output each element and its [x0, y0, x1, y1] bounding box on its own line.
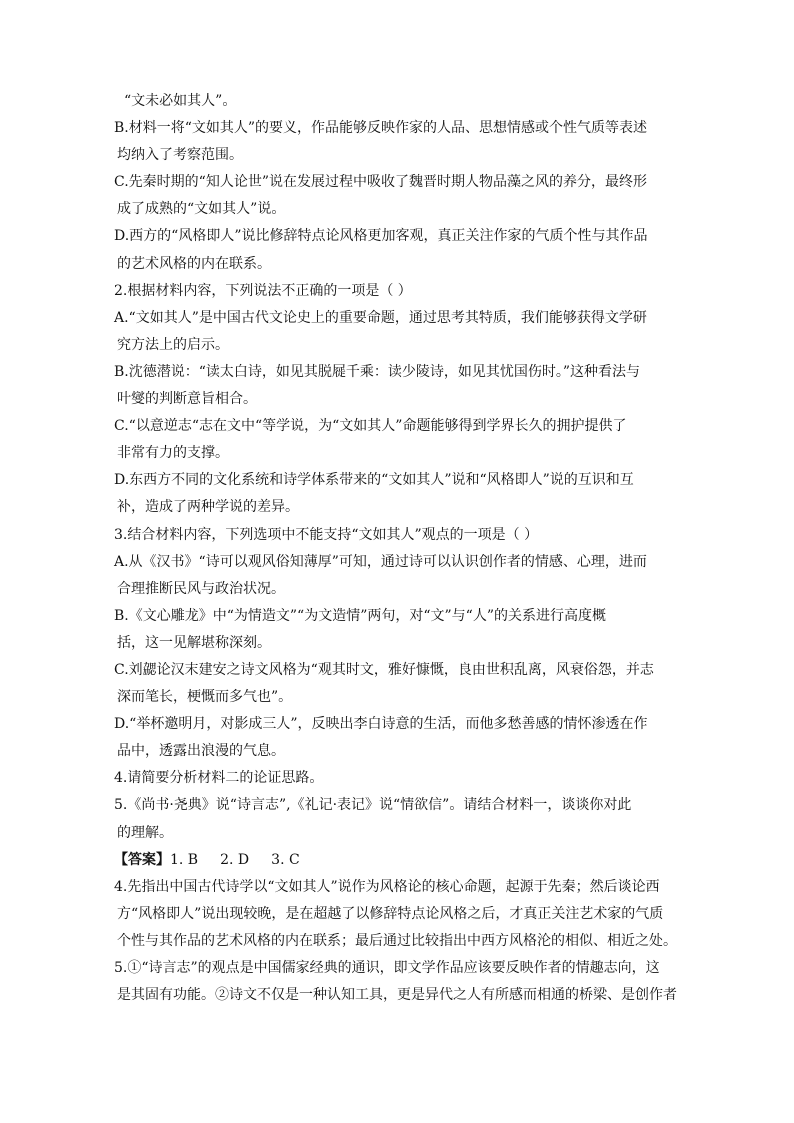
- answer-text-line: 方“风格即人”说出现较晚，是在超越了以修辞特点论风格之后，才真正关注艺术家的气质: [117, 905, 664, 922]
- text-line: “文未必如其人”。: [124, 93, 237, 109]
- option-line: D.西方的“风格即人”说比修辞特点论风格更加客观，真正关注作家的气质个性与其作品: [114, 228, 648, 245]
- text-line: 的艺术风格的内在联系。: [117, 255, 271, 272]
- option-line: C.先秦时期的“知人论世”说在发展过程中吸收了魏晋时期人物品藻之风的养分，最终形: [114, 174, 647, 191]
- option-line: C.“以意逆志“志在文中“等学说，为“文如其人”命题能够得到学界长久的拥护提供了: [114, 418, 627, 435]
- option-line: D.东西方不同的文化系统和诗学体系带来的“文如其人”说和“风格即人”说的互识和互: [114, 472, 634, 489]
- option-line: A.“文如其人”是中国古代文论史上的重要命题，通过思考其特质，我们能够获得文学研: [114, 309, 647, 326]
- text-line: 非常有力的支撑。: [117, 445, 229, 462]
- answer-item: 3. C: [271, 851, 300, 868]
- answer-line: [114, 847, 692, 874]
- text-line: 叶燮的判断意旨相合。: [117, 391, 257, 408]
- answer-text-line: 是其固有功能。②诗文不仅是一种认知工具，更是异代之人有所感而相通的桥梁、是创作者: [117, 987, 677, 1004]
- question-line: 4.请简要分析材料二的论证思路。: [114, 770, 324, 787]
- answer-item: 2. D: [220, 851, 250, 868]
- text-line: 补，造成了两种学说的差异。: [117, 499, 299, 516]
- answer-item: 1. B: [170, 851, 199, 868]
- option-line: A.从《汉书》“诗可以观风俗知薄厚”可知，通过诗可以认识创作者的情感、心理，进而: [114, 553, 647, 570]
- answer-text-line: 个性与其作品的艺术风格的内在联系；最后通过比较指出中西方风格沦的相似、相近之处。: [117, 932, 677, 949]
- text-line: 成了成熟的“文如其人”说。: [117, 201, 286, 218]
- question-line: 5.《尚书·尧典》说“诗言志”,《礼记·表记》说“情欲信”。请结合材料一，谈谈你对此: [114, 797, 632, 814]
- text-line: 括，这一见解堪称深刻。: [117, 634, 271, 651]
- text-line: 品中，透露出浪漫的气息。: [117, 743, 285, 760]
- option-line: C.刘勰论汉末建安之诗文风格为“观其时文，雅好慷慨，良由世积乱离，风衰俗怨，并志: [114, 661, 654, 678]
- answer-label: 【答案】: [114, 851, 170, 868]
- question-line: 2.根据材料内容，下列说法不正确的一项是（ ）: [114, 282, 412, 299]
- document-page: [114, 88, 692, 1009]
- text-line: 究方法上的启示。: [117, 336, 229, 353]
- answer-text-line: 4.先指出中国古代诗学以“文如其人”说作为风格论的核心命题，起源于先秦；然后谈论西: [114, 878, 660, 895]
- option-line: B.沈德潜说：“读太白诗，如见其脱屣千乘：读少陵诗，如见其忧国伤时。”这种看法与: [114, 363, 641, 380]
- text-line: 合理推断民风与政治状况。: [117, 580, 285, 597]
- option-line: B.材料一将“文如其人”的要义，作品能够反映作家的人品、思想情感或个性气质等表述: [114, 120, 648, 137]
- text-line: 均纳入了考察范围。: [117, 147, 243, 164]
- text-line: 的理解。: [117, 824, 173, 841]
- text-line: 深而笔长，梗慨而多气也”。: [117, 689, 293, 706]
- answer-text-line: 5.①“诗言志”的观点是中国儒家经典的通识，即文学作品应该要反映作者的情趣志向，这: [114, 960, 660, 976]
- option-line: D.“举杯邀明月，对影成三人”，反映出李白诗意的生活，而他多愁善感的情怀渗透在作: [114, 716, 648, 733]
- option-line: B.《文心雕龙》中“为情造文”“为文造情”两句，对“文”与“人”的关系进行高度概: [114, 607, 606, 624]
- question-line: 3.结合材料内容，下列选项中不能支持“文如其人”观点的一项是（ ）: [114, 526, 539, 543]
